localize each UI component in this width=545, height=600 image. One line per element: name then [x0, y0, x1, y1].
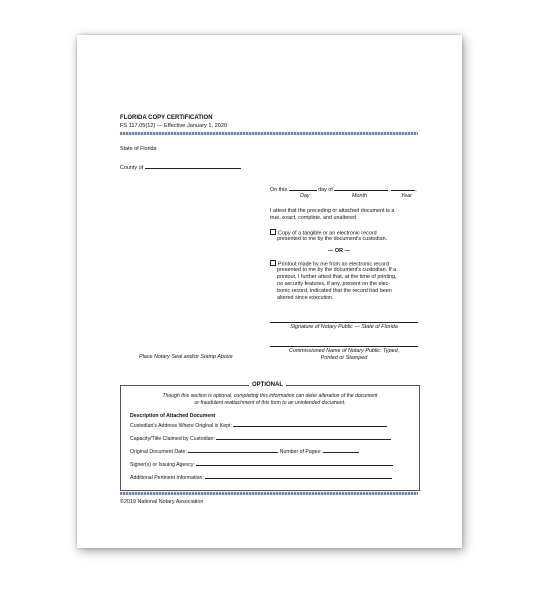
commission-label-1: Commissioned Name of Notary Public: Typed, — [288, 348, 400, 354]
option-copy-line-2: presented to me by the document's custodian. — [277, 236, 388, 242]
form-page — [77, 35, 462, 548]
county-blank[interactable] — [145, 163, 241, 169]
optional-heading: Description of Attached Document — [130, 413, 216, 419]
custodian-address-blank[interactable] — [233, 421, 387, 427]
additional-label: Additional Pertinent Information: — [130, 475, 204, 481]
state-label: State of Florida — [120, 146, 157, 152]
day-of-label: day of — [318, 187, 333, 193]
commission-name-line[interactable] — [270, 346, 418, 347]
option-copy-line-1: Copy of a tangible or an electronic record — [278, 230, 377, 237]
top-divider — [120, 132, 418, 135]
form-title: FLORIDA COPY CERTIFICATION — [120, 115, 213, 121]
option-printout-line-5: tronic record, indicated that the record had been — [277, 288, 392, 294]
day-caption: Day — [300, 193, 310, 199]
month-blank[interactable] — [334, 185, 388, 191]
signature-label: Signature of Notary Public — State of Florida — [290, 324, 398, 330]
optional-note-1: Though this section is optional, completing this information can deter alteration of the document — [162, 393, 378, 399]
optional-note-2: or fraudulent reattachment of this form to an unintended document. — [194, 400, 346, 406]
additional-row — [130, 473, 392, 481]
month-caption: Month — [352, 193, 367, 199]
option-printout-checkbox[interactable] — [270, 260, 276, 266]
custodian-address-row — [130, 421, 387, 429]
custodian-address-label: Custodian's Address Where Original is Kept: — [130, 423, 232, 429]
bottom-divider — [120, 492, 418, 495]
signers-row — [130, 460, 393, 468]
optional-title: OPTIONAL — [249, 382, 286, 388]
capacity-row — [130, 434, 391, 442]
additional-blank[interactable] — [205, 473, 392, 479]
form-subtitle: FS 117.05(12) — Effective January 1, 2020 — [120, 123, 228, 129]
county-label: County of — [120, 165, 144, 171]
attest-text-1: I attest that the preceding or attached document is a — [270, 208, 395, 214]
date-row: On this day of , , — [270, 187, 417, 193]
option-copy-checkbox[interactable] — [270, 229, 276, 235]
year-caption: Year — [401, 193, 413, 199]
year-blank[interactable] — [391, 185, 415, 191]
capacity-blank[interactable] — [216, 434, 391, 440]
optional-section — [120, 382, 420, 491]
signature-line[interactable] — [270, 322, 418, 323]
num-pages-label: Number of Pages: — [279, 449, 322, 455]
signers-blank[interactable] — [196, 460, 393, 466]
on-this-label: On this — [270, 187, 288, 193]
option-printout-line-1: Printout made by me from an electronic record — [278, 261, 389, 268]
num-pages-blank[interactable] — [323, 447, 359, 453]
option-printout-line-2: presented to me by the document's custodian. If a — [277, 267, 397, 273]
or-separator: — OR — — [328, 248, 350, 254]
doc-date-label: Original Document Date: — [130, 449, 187, 455]
doc-date-row — [130, 447, 359, 455]
seal-label: Place Notary Seal and/or Stamp Above — [139, 354, 233, 360]
option-printout-line-6: altered since execution. — [277, 295, 334, 301]
commission-label-2: Printed or Stamped — [320, 355, 368, 361]
option-printout-line-4: no security features, if any, present on the elec- — [277, 281, 391, 287]
doc-date-blank[interactable] — [188, 447, 278, 453]
signers-label: Signer(s) or Issuing Agency: — [130, 462, 195, 468]
option-printout-line-3: printout, I further attest that, at the time of printing, — [277, 274, 397, 280]
county-row — [120, 163, 241, 172]
copyright: ©2019 National Notary Association — [120, 499, 204, 505]
capacity-label: Capacity/Title Claimed by Custodian: — [130, 436, 215, 442]
attest-text-2: true, exact, complete, and unaltered — [270, 215, 357, 221]
day-blank[interactable] — [289, 185, 317, 191]
